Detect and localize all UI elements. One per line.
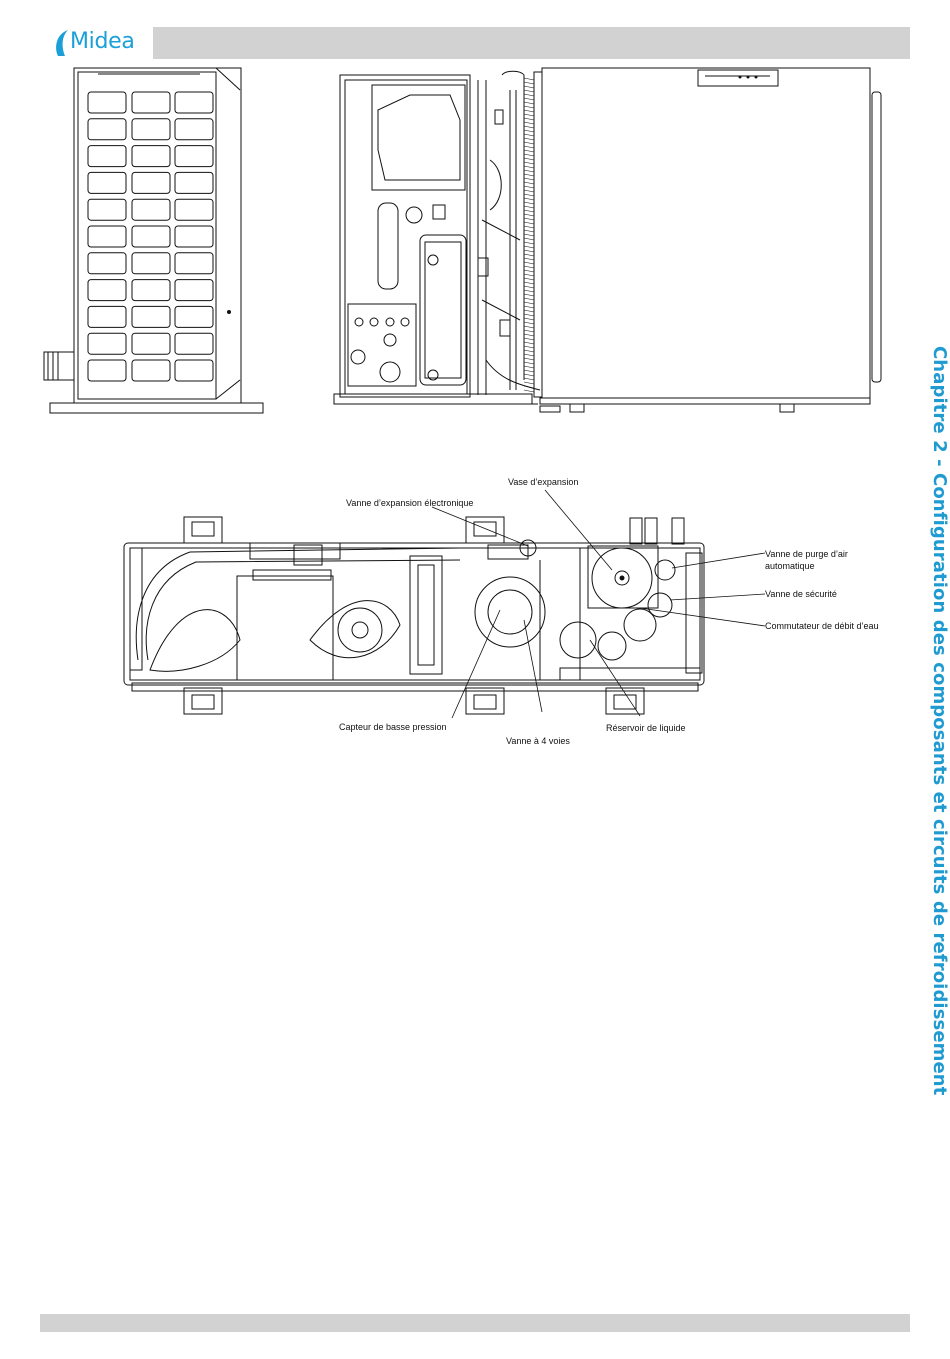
leader-lines (432, 490, 765, 718)
label-vanne-expansion: Vanne d’expansion électronique (346, 498, 474, 508)
label-vanne-4-voies: Vanne à 4 voies (506, 736, 570, 746)
label-vase-expansion: Vase d’expansion (508, 477, 579, 487)
coil (524, 72, 542, 397)
plan-view (124, 517, 704, 714)
right-panel (540, 68, 881, 412)
side-view-grille (44, 68, 263, 413)
label-vanne-purge-1: Vanne de purge d’air (765, 549, 848, 559)
label-vanne-securite: Vanne de sécurité (765, 589, 837, 599)
front-view-internal (334, 75, 538, 404)
chapter-title: Chapitre 2 - Configuration des composants et circuits de refroidissement (929, 346, 950, 1096)
label-commutateur: Commutateur de débit d’eau (765, 621, 879, 631)
label-reservoir: Réservoir de liquide (606, 723, 686, 733)
footer-bar (40, 1314, 910, 1332)
logo-text: Midea (70, 29, 135, 54)
label-capteur: Capteur de basse pression (339, 722, 447, 732)
label-vanne-purge-2: automatique (765, 561, 815, 571)
piping (478, 71, 540, 395)
